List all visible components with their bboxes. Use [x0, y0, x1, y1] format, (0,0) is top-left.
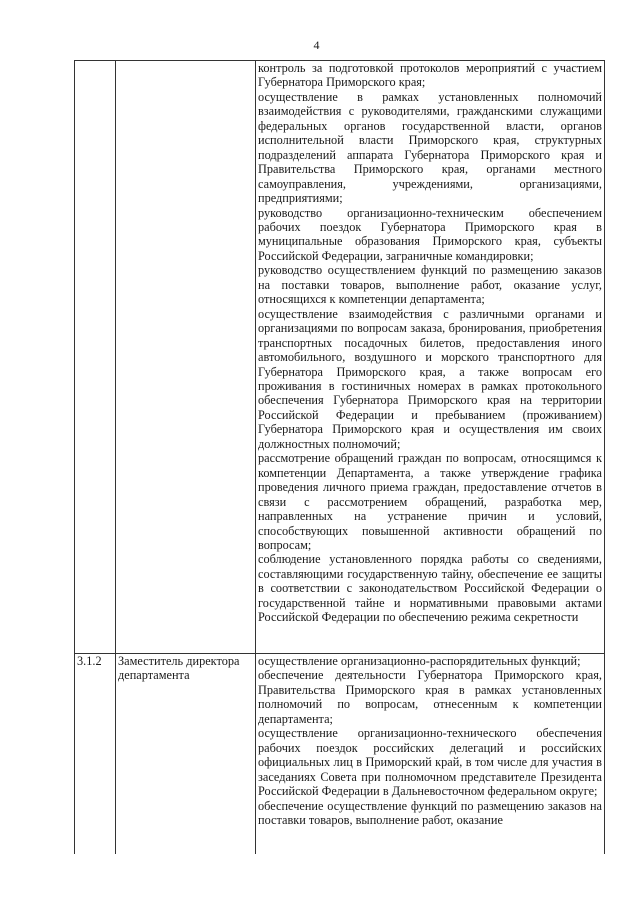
duty-paragraph: руководство осуществлением функций по размещению заказов на поставки товаров, выполнение работ, оказание услуг, относящихся к компетенции департамента;	[258, 263, 602, 307]
position-title	[116, 61, 256, 654]
duty-paragraph: осуществление в рамках установленных полномочий взаимодействия с руководителями, гражданскими служащими федеральных органов государственной власти, органов исполнительной власти Приморского края, структурных подразделений аппарата Губернатора Приморского края и Правительства Приморского края, органами местного самоуправления, учреждениями, организациями, предприятиями;	[258, 89, 602, 206]
row-number	[75, 61, 116, 654]
page-number: 4	[313, 38, 320, 52]
duty-paragraph: обеспечение осуществление функций по размещению заказов на поставки товаров, выполнение работ, оказание	[258, 798, 602, 827]
duties-table	[74, 60, 605, 854]
duties-cell	[256, 61, 605, 654]
position-title: Заместитель директора департамента	[116, 654, 256, 855]
duties-cell	[256, 654, 605, 855]
duty-paragraph: контроль за подготовкой протоколов мероприятий с участием Губернатора Приморского края;	[258, 61, 602, 90]
duty-paragraph: осуществление организационно-технического обеспечения рабочих поездок российских делегаций и российских официальных лиц в Приморский край, в том числе для участия в заседаниях Совета при полномочном представителе Президента Российской Федерации в Дальневосточном федеральном округе;	[258, 726, 602, 799]
table-row	[75, 61, 605, 654]
duty-paragraph: осуществление взаимодействия с различными органами и организациями по вопросам заказа, бронирования, приобретения транспортных посадочных билетов, предоставления иного автомобильного, воздушного и морского транспортного для Губернатора Приморского края, а также вопросам его проживания в гостиничных номерах в рамках протокольного обеспечения Губернатора Приморского края на территории Российской Федерации и пребыванием (проживанием) Губернатора Приморского края и осуществления им своих должностных полномочий;	[258, 306, 602, 451]
row-number: 3.1.2	[75, 654, 116, 855]
duty-paragraph: обеспечение деятельности Губернатора Приморского края, Правительства Приморского края в рамках установленных полномочий по вопросам, отнесенным к компетенции департамента;	[258, 668, 602, 726]
duty-paragraph: осуществление организационно-распорядительных функций;	[258, 654, 581, 668]
duty-paragraph: руководство организационно-техническим обеспечением рабочих поездок Губернатора Приморского края в муниципальные образования Приморского края, субъекты Российской Федерации, заграничные командировки;	[258, 205, 602, 263]
table-row	[75, 654, 605, 855]
duty-paragraph: рассмотрение обращений граждан по вопросам, относящимся к компетенции Департамента, а также утверждение графика проведения личного приема граждан, предоставление отчетов в связи с рассмотрением обращений, разработка мер, направленных на устранение причин и условий, способствующих повышенной активности обращений по вопросам;	[258, 451, 602, 552]
duty-paragraph: соблюдение установленного порядка работы со сведениями, составляющими государственную тайну, обеспечение ее защиты в соответствии с законодательством Российской Федерации о государственной тайне и нормативными правовыми актами Российской Федерации по обеспечению режима секретности	[258, 552, 602, 625]
